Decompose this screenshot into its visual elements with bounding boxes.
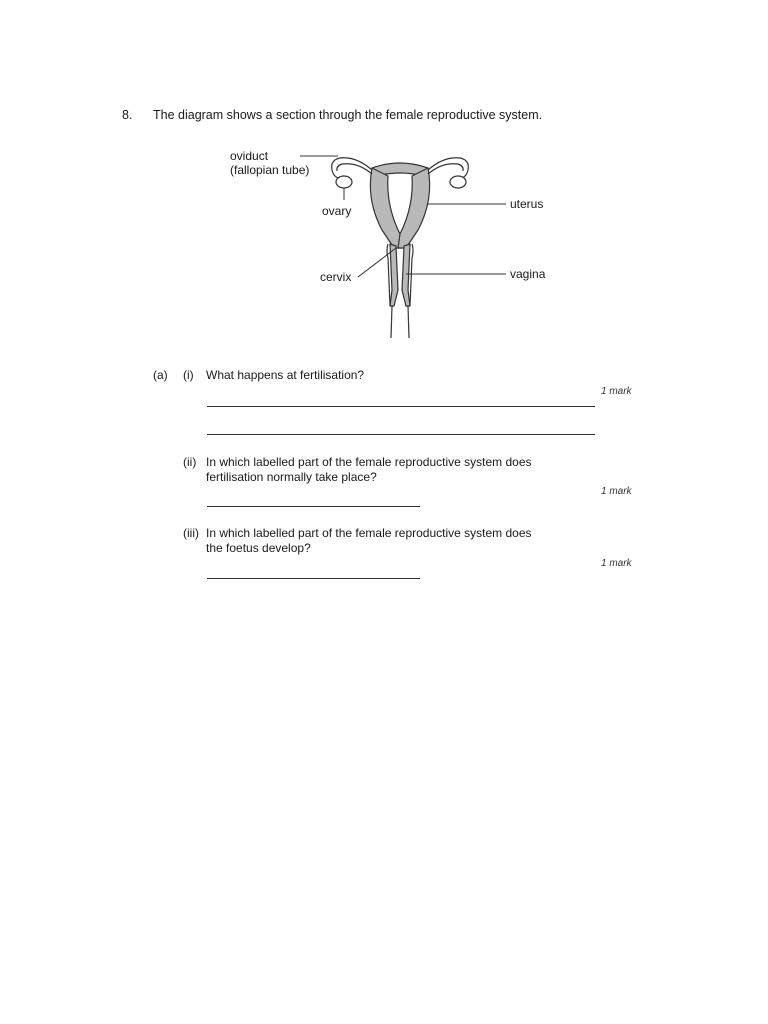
sub-ii-question-line-1: In which labelled part of the female reproductive system does xyxy=(206,455,532,469)
sub-ii-question xyxy=(206,455,532,485)
sub-iii-label: (iii) xyxy=(183,526,199,540)
vagina-left-wall xyxy=(390,244,398,306)
sub-i-answer-line-1[interactable] xyxy=(207,406,595,407)
sub-iii-question-line-2: the foetus develop? xyxy=(206,541,311,555)
sub-ii-mark: 1 mark xyxy=(601,486,632,497)
label-fallopian-tube: (fallopian tube) xyxy=(230,163,310,177)
vagina-right-wall xyxy=(402,244,410,306)
sub-ii-question-line-2: fertilisation normally take place? xyxy=(206,470,377,484)
sub-iii-mark: 1 mark xyxy=(601,558,632,569)
label-oviduct: oviduct xyxy=(230,149,269,163)
label-uterus: uterus xyxy=(510,197,544,211)
sub-i-mark: 1 mark xyxy=(601,386,632,397)
left-ovary xyxy=(336,176,352,188)
sub-i-label: (i) xyxy=(183,368,194,382)
reproductive-system-illustration xyxy=(300,140,570,340)
sub-iii-question xyxy=(206,526,532,556)
uterus-left-wall xyxy=(370,168,402,248)
right-ovary xyxy=(450,176,466,188)
sub-iii-question-line-1: In which labelled part of the female reproductive system does xyxy=(206,526,532,540)
sub-ii-answer-line[interactable] xyxy=(207,506,420,507)
reproductive-system-diagram xyxy=(230,140,570,340)
sub-i-answer-line-2[interactable] xyxy=(207,434,595,435)
question-number: 8. xyxy=(122,108,133,122)
uterus-right-wall xyxy=(398,168,430,248)
sub-i-question: What happens at fertilisation? xyxy=(206,368,365,382)
part-a-label: (a) xyxy=(153,368,168,382)
label-ovary: ovary xyxy=(322,204,352,218)
label-vagina: vagina xyxy=(510,267,546,281)
label-cervix: cervix xyxy=(320,270,352,284)
sub-ii-label: (ii) xyxy=(183,455,197,469)
question-stem: The diagram shows a section through the female reproductive system. xyxy=(153,108,543,122)
sub-iii-answer-line[interactable] xyxy=(207,578,420,579)
